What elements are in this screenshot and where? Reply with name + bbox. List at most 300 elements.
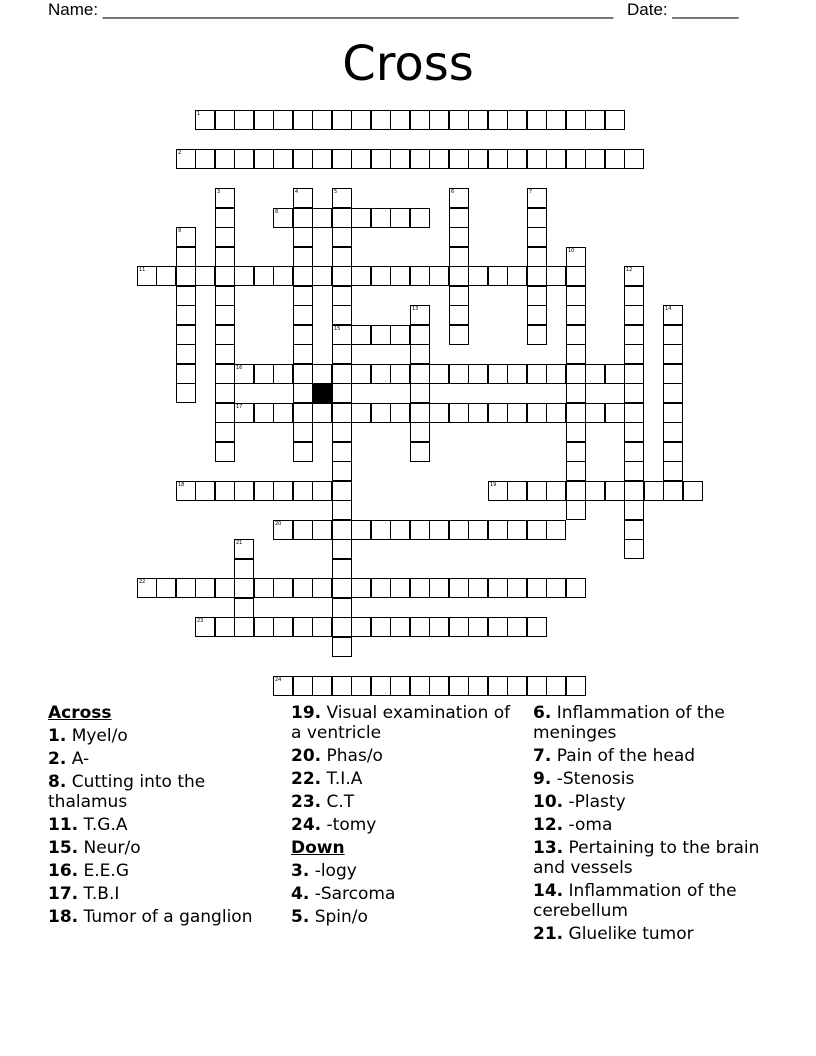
grid-cell[interactable] — [234, 364, 254, 384]
grid-cell[interactable] — [371, 520, 391, 540]
grid-cell[interactable] — [215, 110, 235, 130]
grid-cell[interactable] — [371, 364, 391, 384]
grid-cell[interactable] — [332, 559, 352, 579]
grid-cell[interactable] — [566, 422, 586, 442]
grid-cell[interactable] — [410, 344, 430, 364]
grid-cell[interactable] — [234, 149, 254, 169]
grid-cell[interactable] — [312, 364, 332, 384]
grid-cell[interactable] — [527, 149, 547, 169]
grid-cell[interactable] — [449, 188, 469, 208]
grid-cell[interactable] — [527, 617, 547, 637]
grid-cell[interactable] — [234, 266, 254, 286]
grid-cell[interactable] — [390, 110, 410, 130]
grid-cell[interactable] — [332, 442, 352, 462]
grid-cell[interactable] — [624, 325, 644, 345]
grid-cell[interactable] — [176, 481, 196, 501]
grid-cell[interactable] — [332, 617, 352, 637]
grid-cell[interactable] — [371, 149, 391, 169]
grid-cell[interactable] — [410, 442, 430, 462]
grid-cell[interactable] — [312, 520, 332, 540]
grid-cell[interactable] — [215, 617, 235, 637]
grid-cell[interactable] — [527, 286, 547, 306]
grid-cell[interactable] — [488, 481, 508, 501]
grid-cell[interactable] — [332, 208, 352, 228]
grid-cell[interactable] — [371, 578, 391, 598]
grid-cell[interactable] — [215, 266, 235, 286]
grid-cell[interactable] — [254, 617, 274, 637]
grid-cell[interactable] — [507, 676, 527, 696]
grid-cell[interactable] — [468, 110, 488, 130]
grid-cell[interactable] — [449, 578, 469, 598]
grid-cell[interactable] — [234, 578, 254, 598]
grid-cell[interactable] — [176, 364, 196, 384]
grid-cell[interactable] — [410, 110, 430, 130]
grid-cell[interactable] — [449, 208, 469, 228]
grid-cell[interactable] — [293, 247, 313, 267]
grid-cell[interactable] — [293, 325, 313, 345]
grid-cell[interactable] — [527, 578, 547, 598]
grid-cell[interactable] — [137, 266, 157, 286]
grid-cell[interactable] — [390, 149, 410, 169]
grid-cell[interactable] — [507, 481, 527, 501]
grid-cell[interactable] — [312, 578, 332, 598]
grid-cell[interactable] — [273, 676, 293, 696]
grid-cell[interactable] — [605, 403, 625, 423]
grid-cell[interactable] — [449, 676, 469, 696]
grid-cell[interactable] — [195, 266, 215, 286]
grid-cell[interactable] — [312, 149, 332, 169]
grid-cell[interactable] — [527, 305, 547, 325]
grid-cell[interactable] — [527, 247, 547, 267]
grid-cell[interactable] — [273, 403, 293, 423]
grid-cell[interactable] — [449, 227, 469, 247]
grid-cell[interactable] — [585, 149, 605, 169]
grid-cell[interactable] — [332, 539, 352, 559]
grid-cell[interactable] — [663, 461, 683, 481]
grid-cell[interactable] — [488, 266, 508, 286]
grid-cell[interactable] — [546, 403, 566, 423]
grid-cell[interactable] — [254, 266, 274, 286]
grid-cell[interactable] — [546, 578, 566, 598]
grid-cell[interactable] — [410, 325, 430, 345]
grid-cell[interactable] — [312, 208, 332, 228]
grid-cell[interactable] — [137, 578, 157, 598]
grid-cell[interactable] — [273, 617, 293, 637]
grid-cell[interactable] — [332, 598, 352, 618]
grid-cell[interactable] — [332, 286, 352, 306]
grid-cell[interactable] — [332, 344, 352, 364]
grid-cell[interactable] — [351, 110, 371, 130]
grid-cell[interactable] — [468, 266, 488, 286]
grid-cell[interactable] — [605, 481, 625, 501]
grid-cell[interactable] — [195, 110, 215, 130]
grid-cell[interactable] — [293, 364, 313, 384]
grid-cell[interactable] — [546, 481, 566, 501]
grid-cell[interactable] — [546, 149, 566, 169]
grid-cell[interactable] — [527, 403, 547, 423]
grid-cell[interactable] — [390, 403, 410, 423]
grid-cell[interactable] — [527, 676, 547, 696]
grid-cell[interactable] — [332, 422, 352, 442]
grid-cell[interactable] — [410, 364, 430, 384]
grid-cell[interactable] — [215, 305, 235, 325]
grid-cell[interactable] — [371, 325, 391, 345]
grid-cell[interactable] — [293, 188, 313, 208]
grid-cell[interactable] — [273, 149, 293, 169]
grid-cell[interactable] — [371, 676, 391, 696]
grid-cell[interactable] — [293, 227, 313, 247]
grid-cell[interactable] — [429, 676, 449, 696]
grid-cell[interactable] — [527, 520, 547, 540]
grid-cell[interactable] — [429, 364, 449, 384]
grid-cell[interactable] — [332, 149, 352, 169]
grid-cell[interactable] — [273, 578, 293, 598]
grid-cell[interactable] — [410, 617, 430, 637]
grid-cell[interactable] — [566, 442, 586, 462]
grid-cell[interactable] — [429, 266, 449, 286]
grid-cell[interactable] — [566, 383, 586, 403]
grid-cell[interactable] — [215, 578, 235, 598]
grid-cell[interactable] — [234, 110, 254, 130]
grid-cell[interactable] — [410, 208, 430, 228]
grid-cell[interactable] — [624, 364, 644, 384]
grid-cell[interactable] — [566, 286, 586, 306]
grid-cell[interactable] — [351, 676, 371, 696]
grid-cell[interactable] — [293, 403, 313, 423]
grid-cell[interactable] — [566, 149, 586, 169]
grid-cell[interactable] — [293, 578, 313, 598]
grid-cell[interactable] — [273, 110, 293, 130]
grid-cell[interactable] — [488, 520, 508, 540]
grid-cell[interactable] — [468, 364, 488, 384]
grid-cell[interactable] — [176, 344, 196, 364]
grid-cell[interactable] — [429, 578, 449, 598]
grid-cell[interactable] — [332, 247, 352, 267]
grid-cell[interactable] — [624, 481, 644, 501]
grid-cell[interactable] — [312, 481, 332, 501]
grid-cell[interactable] — [449, 149, 469, 169]
grid-cell[interactable] — [527, 188, 547, 208]
grid-cell[interactable] — [488, 578, 508, 598]
grid-cell[interactable] — [663, 403, 683, 423]
grid-cell[interactable] — [293, 208, 313, 228]
grid-cell[interactable] — [312, 266, 332, 286]
grid-cell[interactable] — [293, 520, 313, 540]
grid-cell[interactable] — [410, 149, 430, 169]
grid-cell[interactable] — [215, 481, 235, 501]
grid-cell[interactable] — [215, 383, 235, 403]
grid-cell[interactable] — [488, 110, 508, 130]
grid-cell[interactable] — [215, 208, 235, 228]
grid-cell[interactable] — [254, 149, 274, 169]
grid-cell[interactable] — [449, 247, 469, 267]
grid-cell[interactable] — [293, 149, 313, 169]
grid-cell[interactable] — [566, 578, 586, 598]
grid-cell[interactable] — [566, 325, 586, 345]
grid-cell[interactable] — [644, 481, 664, 501]
grid-cell[interactable] — [585, 481, 605, 501]
grid-cell[interactable] — [351, 149, 371, 169]
grid-cell[interactable] — [254, 364, 274, 384]
grid-cell[interactable] — [332, 227, 352, 247]
grid-cell[interactable] — [410, 422, 430, 442]
grid-cell[interactable] — [312, 403, 332, 423]
grid-cell[interactable] — [215, 442, 235, 462]
grid-cell[interactable] — [663, 442, 683, 462]
grid-cell[interactable] — [332, 637, 352, 657]
grid-cell[interactable] — [273, 266, 293, 286]
grid-cell[interactable] — [215, 422, 235, 442]
grid-cell[interactable] — [293, 266, 313, 286]
grid-cell[interactable] — [176, 578, 196, 598]
grid-cell[interactable] — [410, 676, 430, 696]
grid-cell[interactable] — [176, 227, 196, 247]
grid-cell[interactable] — [332, 110, 352, 130]
grid-cell[interactable] — [605, 149, 625, 169]
grid-cell[interactable] — [273, 208, 293, 228]
grid-cell[interactable] — [566, 266, 586, 286]
grid-cell[interactable] — [624, 442, 644, 462]
grid-cell[interactable] — [683, 481, 703, 501]
grid-cell[interactable] — [215, 344, 235, 364]
grid-cell[interactable] — [663, 422, 683, 442]
grid-cell[interactable] — [156, 578, 176, 598]
grid-cell[interactable] — [390, 208, 410, 228]
grid-cell[interactable] — [195, 617, 215, 637]
grid-cell[interactable] — [449, 266, 469, 286]
grid-cell[interactable] — [215, 325, 235, 345]
grid-cell[interactable] — [449, 403, 469, 423]
grid-cell[interactable] — [410, 520, 430, 540]
grid-cell[interactable] — [332, 676, 352, 696]
grid-cell[interactable] — [293, 422, 313, 442]
grid-cell[interactable] — [234, 598, 254, 618]
grid-cell[interactable] — [390, 325, 410, 345]
grid-cell[interactable] — [332, 481, 352, 501]
grid-cell[interactable] — [546, 676, 566, 696]
grid-cell[interactable] — [371, 403, 391, 423]
grid-cell[interactable] — [332, 364, 352, 384]
grid-cell[interactable] — [312, 110, 332, 130]
grid-cell[interactable] — [507, 266, 527, 286]
grid-cell[interactable] — [468, 676, 488, 696]
grid-cell[interactable] — [371, 208, 391, 228]
grid-cell[interactable] — [410, 383, 430, 403]
grid-cell[interactable] — [332, 520, 352, 540]
grid-cell[interactable] — [449, 286, 469, 306]
grid-cell[interactable] — [215, 247, 235, 267]
grid-cell[interactable] — [429, 149, 449, 169]
grid-cell[interactable] — [488, 676, 508, 696]
grid-cell[interactable] — [390, 364, 410, 384]
grid-cell[interactable] — [410, 305, 430, 325]
grid-cell[interactable] — [293, 617, 313, 637]
grid-cell[interactable] — [234, 481, 254, 501]
grid-cell[interactable] — [507, 578, 527, 598]
grid-cell[interactable] — [332, 305, 352, 325]
grid-cell[interactable] — [468, 578, 488, 598]
grid-cell[interactable] — [527, 266, 547, 286]
grid-cell[interactable] — [605, 364, 625, 384]
grid-cell[interactable] — [527, 208, 547, 228]
grid-cell[interactable] — [234, 617, 254, 637]
grid-cell[interactable] — [215, 403, 235, 423]
grid-cell[interactable] — [663, 325, 683, 345]
grid-cell[interactable] — [254, 110, 274, 130]
grid-cell[interactable] — [663, 481, 683, 501]
grid-cell[interactable] — [507, 149, 527, 169]
grid-cell[interactable] — [566, 403, 586, 423]
grid-cell[interactable] — [176, 247, 196, 267]
grid-cell[interactable] — [566, 481, 586, 501]
grid-cell[interactable] — [449, 617, 469, 637]
grid-cell[interactable] — [507, 617, 527, 637]
grid-cell[interactable] — [449, 305, 469, 325]
grid-cell[interactable] — [371, 110, 391, 130]
grid-cell[interactable] — [390, 617, 410, 637]
grid-cell[interactable] — [468, 520, 488, 540]
grid-cell[interactable] — [293, 442, 313, 462]
grid-cell[interactable] — [176, 286, 196, 306]
grid-cell[interactable] — [624, 520, 644, 540]
grid-cell[interactable] — [176, 149, 196, 169]
grid-cell[interactable] — [663, 305, 683, 325]
grid-cell[interactable] — [527, 227, 547, 247]
grid-cell[interactable] — [195, 481, 215, 501]
grid-cell[interactable] — [624, 383, 644, 403]
grid-cell[interactable] — [351, 617, 371, 637]
grid-cell[interactable] — [351, 266, 371, 286]
grid-cell[interactable] — [254, 578, 274, 598]
grid-cell[interactable] — [624, 403, 644, 423]
grid-cell[interactable] — [195, 578, 215, 598]
grid-cell[interactable] — [410, 266, 430, 286]
grid-cell[interactable] — [663, 364, 683, 384]
grid-cell[interactable] — [527, 364, 547, 384]
grid-cell[interactable] — [624, 266, 644, 286]
grid-cell[interactable] — [176, 266, 196, 286]
grid-cell[interactable] — [176, 383, 196, 403]
grid-cell[interactable] — [156, 266, 176, 286]
grid-cell[interactable] — [234, 539, 254, 559]
grid-cell[interactable] — [176, 305, 196, 325]
grid-cell[interactable] — [332, 325, 352, 345]
grid-cell[interactable] — [546, 364, 566, 384]
grid-cell[interactable] — [429, 403, 449, 423]
grid-cell[interactable] — [351, 403, 371, 423]
grid-cell[interactable] — [254, 403, 274, 423]
grid-cell[interactable] — [293, 383, 313, 403]
grid-cell[interactable] — [527, 481, 547, 501]
grid-cell[interactable] — [332, 188, 352, 208]
grid-cell[interactable] — [488, 403, 508, 423]
grid-cell[interactable] — [293, 481, 313, 501]
grid-cell[interactable] — [312, 676, 332, 696]
grid-cell[interactable] — [624, 422, 644, 442]
grid-cell[interactable] — [429, 617, 449, 637]
grid-cell[interactable] — [566, 500, 586, 520]
grid-cell[interactable] — [566, 110, 586, 130]
grid-cell[interactable] — [449, 520, 469, 540]
grid-cell[interactable] — [410, 403, 430, 423]
grid-cell[interactable] — [449, 364, 469, 384]
grid-cell[interactable] — [585, 110, 605, 130]
grid-cell[interactable] — [351, 578, 371, 598]
grid-cell[interactable] — [624, 539, 644, 559]
grid-cell[interactable] — [371, 617, 391, 637]
grid-cell[interactable] — [488, 617, 508, 637]
grid-cell[interactable] — [332, 500, 352, 520]
grid-cell[interactable] — [332, 383, 352, 403]
grid-cell[interactable] — [215, 227, 235, 247]
grid-cell[interactable] — [585, 403, 605, 423]
grid-cell[interactable] — [429, 520, 449, 540]
grid-cell[interactable] — [546, 110, 566, 130]
grid-cell[interactable] — [449, 325, 469, 345]
grid-cell[interactable] — [332, 403, 352, 423]
grid-cell[interactable] — [468, 617, 488, 637]
grid-cell[interactable] — [663, 344, 683, 364]
grid-cell[interactable] — [293, 110, 313, 130]
grid-cell[interactable] — [546, 520, 566, 540]
grid-cell[interactable] — [390, 676, 410, 696]
grid-cell[interactable] — [351, 520, 371, 540]
grid-cell[interactable] — [351, 325, 371, 345]
grid-cell[interactable] — [507, 364, 527, 384]
grid-cell[interactable] — [624, 149, 644, 169]
grid-cell[interactable] — [273, 520, 293, 540]
grid-cell[interactable] — [507, 403, 527, 423]
grid-cell[interactable] — [332, 461, 352, 481]
grid-cell[interactable] — [546, 266, 566, 286]
grid-cell[interactable] — [449, 110, 469, 130]
grid-cell[interactable] — [390, 520, 410, 540]
grid-cell[interactable] — [273, 481, 293, 501]
grid-cell[interactable] — [488, 364, 508, 384]
grid-cell[interactable] — [566, 676, 586, 696]
grid-cell[interactable] — [585, 364, 605, 384]
grid-cell[interactable] — [371, 266, 391, 286]
grid-cell[interactable] — [624, 286, 644, 306]
grid-cell[interactable] — [293, 305, 313, 325]
grid-cell[interactable] — [390, 578, 410, 598]
grid-cell[interactable] — [351, 364, 371, 384]
grid-cell[interactable] — [527, 110, 547, 130]
grid-cell[interactable] — [234, 403, 254, 423]
grid-cell[interactable] — [507, 110, 527, 130]
grid-cell[interactable] — [195, 149, 215, 169]
grid-cell[interactable] — [488, 149, 508, 169]
grid-cell[interactable] — [468, 403, 488, 423]
grid-cell[interactable] — [215, 188, 235, 208]
grid-cell[interactable] — [605, 110, 625, 130]
grid-cell[interactable] — [507, 520, 527, 540]
grid-cell[interactable] — [215, 286, 235, 306]
grid-cell[interactable] — [390, 266, 410, 286]
grid-cell[interactable] — [293, 286, 313, 306]
grid-cell[interactable] — [332, 578, 352, 598]
grid-cell[interactable] — [624, 500, 644, 520]
grid-cell[interactable] — [527, 325, 547, 345]
grid-cell[interactable] — [254, 481, 274, 501]
grid-cell[interactable] — [215, 149, 235, 169]
grid-cell[interactable] — [332, 266, 352, 286]
grid-cell[interactable] — [663, 383, 683, 403]
grid-cell[interactable] — [215, 364, 235, 384]
grid-cell[interactable] — [566, 344, 586, 364]
grid-cell[interactable] — [566, 461, 586, 481]
grid-cell[interactable] — [468, 149, 488, 169]
